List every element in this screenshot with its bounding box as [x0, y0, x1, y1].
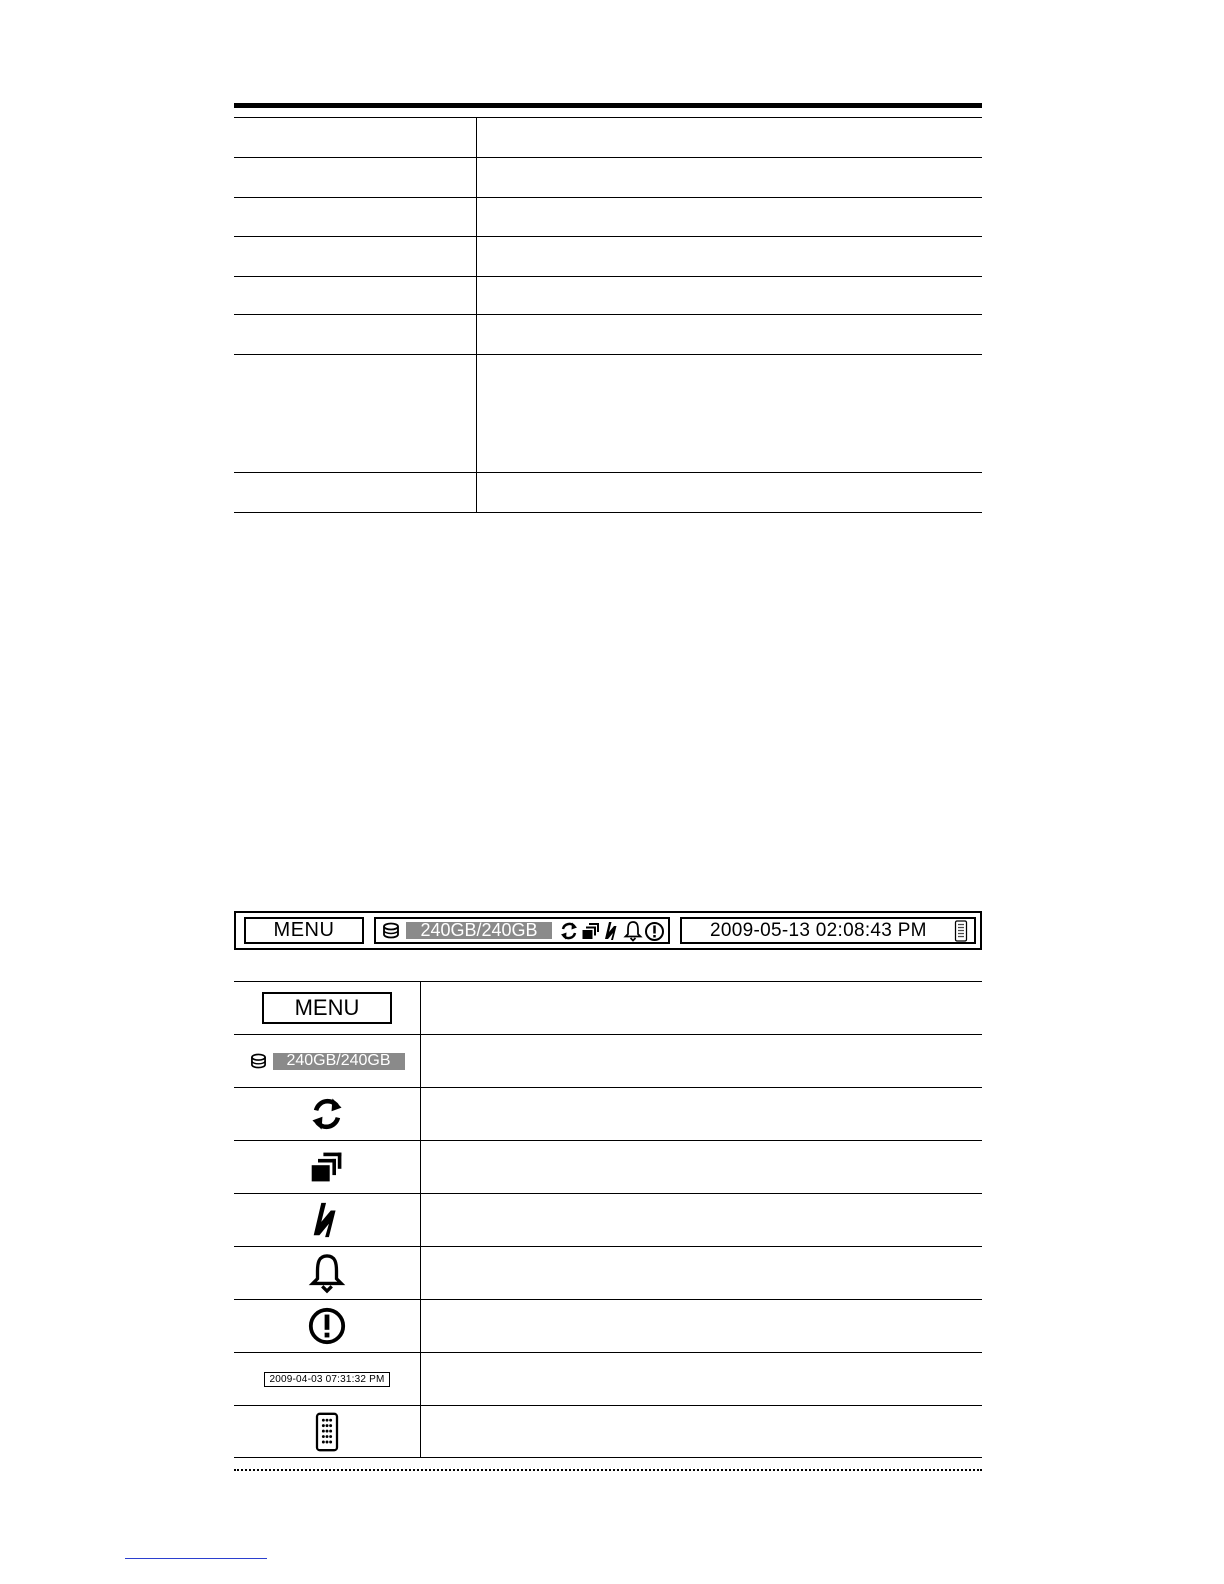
date-time-text: 2009-05-13 02:08:43 PM — [710, 920, 927, 941]
power-icon — [602, 920, 622, 942]
refresh-icon — [558, 920, 580, 942]
legend-row-datetime — [234, 1352, 982, 1405]
legend-description — [421, 1406, 982, 1457]
date-time-text: 2009-04-03 07:31:32 PM — [269, 1373, 385, 1385]
footer-dotted-rule — [234, 1469, 982, 1471]
remote-control-icon — [314, 1412, 340, 1452]
status-icons — [558, 920, 665, 942]
disk-icon — [250, 1053, 267, 1069]
hdd-usage-sample — [250, 1053, 405, 1070]
table-row — [234, 314, 982, 354]
table-row — [234, 157, 982, 197]
legend-description — [421, 1247, 982, 1299]
table-row — [234, 354, 982, 472]
alarm-bell-icon — [308, 1252, 346, 1294]
power-icon — [308, 1199, 346, 1241]
table-row — [234, 236, 982, 276]
legend-row-refresh — [234, 1087, 982, 1140]
refresh-icon — [307, 1094, 347, 1134]
sequence-icon — [581, 921, 601, 941]
table-row — [234, 117, 982, 157]
hdd-usage-text: 240GB/240GB — [420, 920, 538, 940]
table-row — [234, 472, 982, 513]
legend-description — [421, 1088, 982, 1140]
menu-button[interactable] — [244, 917, 364, 944]
date-time-box — [680, 917, 976, 944]
top-heavy-rule — [234, 103, 982, 108]
warning-icon — [644, 921, 665, 942]
legend-description — [421, 1353, 982, 1405]
menu-button-sample — [262, 992, 392, 1024]
icon-legend-table — [234, 981, 982, 1458]
legend-description — [421, 1035, 982, 1087]
disk-icon — [382, 922, 400, 939]
menu-label: MENU — [294, 995, 360, 1020]
warning-icon — [307, 1306, 347, 1346]
legend-row-sequence — [234, 1140, 982, 1193]
legend-description — [421, 1141, 982, 1193]
top-table — [234, 117, 982, 513]
legend-description — [421, 982, 982, 1034]
hdd-usage — [406, 922, 552, 939]
legend-description — [421, 1300, 982, 1352]
date-time-sample — [264, 1372, 389, 1387]
status-indicators — [374, 917, 670, 944]
legend-row-warning — [234, 1299, 982, 1352]
legend-row-power — [234, 1193, 982, 1246]
menu-label: MENU — [273, 919, 335, 941]
legend-row-remote — [234, 1405, 982, 1458]
legend-row-alarm — [234, 1246, 982, 1299]
hdd-usage — [273, 1053, 405, 1070]
alarm-bell-icon — [623, 920, 643, 942]
status-bar — [234, 911, 982, 950]
sequence-icon — [309, 1149, 345, 1185]
legend-description — [421, 1194, 982, 1246]
legend-row-hdd — [234, 1034, 982, 1087]
table-row — [234, 197, 982, 236]
hdd-usage-text: 240GB/240GB — [286, 1052, 391, 1069]
legend-row-menu — [234, 981, 982, 1034]
table-row — [234, 276, 982, 314]
footer-link-underline[interactable] — [125, 1558, 267, 1559]
remote-control-icon[interactable] — [954, 920, 968, 942]
